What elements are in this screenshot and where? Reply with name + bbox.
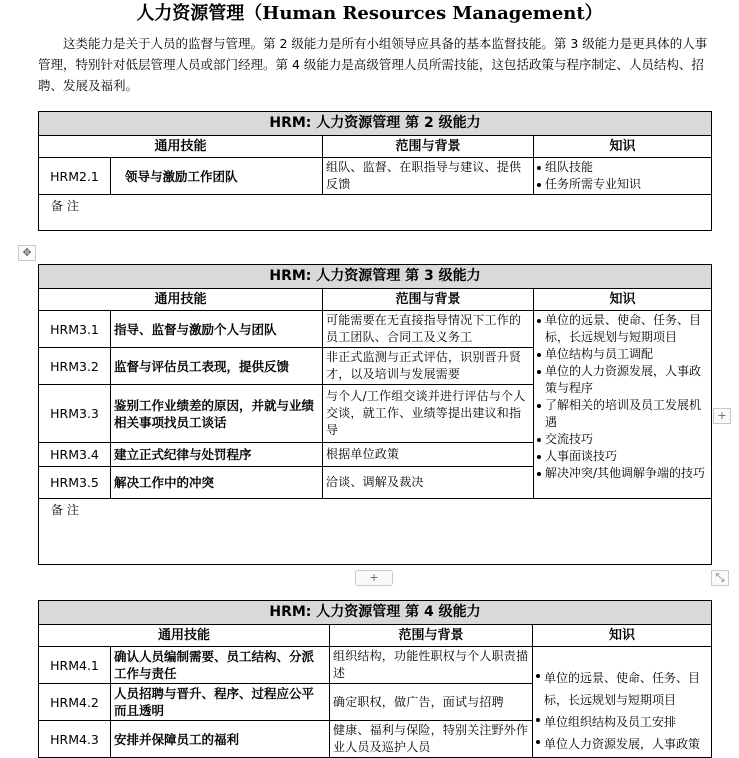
header-scope: 范围与背景	[323, 136, 534, 158]
knowledge-item: 人事面谈技巧	[537, 448, 708, 465]
competency-code: HRM3.2	[39, 348, 111, 385]
header-skill: 通用技能	[39, 289, 323, 311]
competency-skill: 人员招聘与晋升、程序、过程应公平而且透明	[111, 684, 330, 721]
competency-code: HRM3.1	[39, 311, 111, 348]
intro-paragraph: 这类能力是关于人员的监督与管理。第 2 级能力是所有小组领导应具备的基本监督技能。第 3 级能力是更具体的人事管理，特别针对低层管理人员或部门经理。第 4 级能力是高级管理人员所需技能，这包括政策与程序制定、人员结构、招聘、发展及福利。	[38, 36, 708, 93]
hrm-level4-table	[38, 600, 712, 758]
knowledge-item: 单位结构与员工调配	[537, 346, 708, 363]
competency-scope: 与个人/工作组交谈并进行评估与个人交谈，就工作、业绩等提出建议和指导	[323, 385, 534, 443]
document-title: 人力资源管理（Human Resources Management）	[136, 3, 603, 24]
hrm-level3-table	[38, 264, 712, 565]
knowledge-item: 单位人力资源发展，人事政策	[536, 733, 708, 755]
competency-code: HRM4.2	[39, 684, 111, 721]
competency-skill: 指导、监督与激励个人与团队	[111, 311, 323, 348]
competency-skill: 鉴别工作业绩差的原因，并就与业绩相关事项找员工谈话	[111, 385, 323, 443]
header-scope: 范围与背景	[330, 625, 533, 647]
header-skill: 通用技能	[39, 625, 330, 647]
competency-skill: 监督与评估员工表现，提供反馈	[111, 348, 323, 385]
competency-scope: 根据单位政策	[323, 443, 534, 467]
resize-icon[interactable]: ⤡	[711, 570, 729, 586]
knowledge-item: 交流技巧	[537, 431, 708, 448]
competency-code: HRM2.1	[39, 158, 111, 195]
competency-code: HRM4.1	[39, 647, 111, 684]
competency-scope: 非正式监测与正式评估，识别晋升贤才，以及培训与发展需要	[323, 348, 534, 385]
competency-skill: 确认人员编制需要、员工结构、分派工作与责任	[111, 647, 330, 684]
move-handle-icon[interactable]: ✥	[18, 245, 36, 261]
knowledge-item: 单位的远景、使命、任务、目标，长远规划与短期项目	[536, 667, 708, 711]
knowledge-item: 任务所需专业知识	[537, 176, 708, 193]
competency-scope: 可能需要在无直接指导情况下工作的员工团队、合同工及义务工	[323, 311, 534, 348]
remark-cell[interactable]: 备 注	[39, 195, 712, 231]
header-knowledge: 知识	[534, 136, 712, 158]
competency-skill: 安排并保障员工的福利	[111, 721, 330, 758]
competency-code: HRM3.3	[39, 385, 111, 443]
competency-skill: 领导与激励工作团队	[111, 158, 323, 195]
knowledge-item: 单位的远景、使命、任务、目标，长远规划与短期项目	[537, 312, 708, 346]
table-caption: HRM: 人力资源管理 第 3 级能力	[39, 265, 712, 289]
header-knowledge: 知识	[534, 289, 712, 311]
competency-code: HRM3.4	[39, 443, 111, 467]
header-scope: 范围与背景	[323, 289, 534, 311]
competency-scope: 确定职权，做广告，面试与招聘	[330, 684, 533, 721]
competency-code: HRM4.3	[39, 721, 111, 758]
competency-scope: 组队、监督、在职指导与建议、提供反馈	[323, 158, 534, 195]
competency-skill: 解决工作中的冲突	[111, 467, 323, 499]
knowledge-cell	[534, 311, 712, 499]
header-knowledge: 知识	[533, 625, 712, 647]
table-caption: HRM: 人力资源管理 第 4 级能力	[39, 601, 712, 625]
knowledge-item: 了解相关的培训及员工发展机遇	[537, 397, 708, 431]
knowledge-item: 解决冲突/其他调解争端的技巧	[537, 465, 708, 482]
knowledge-item: 单位的人力资源发展，人事政策与程序	[537, 363, 708, 397]
header-skill: 通用技能	[39, 136, 323, 158]
remark-cell[interactable]: 备 注	[39, 499, 712, 565]
knowledge-cell	[534, 158, 712, 195]
knowledge-item: 单位组织结构及员工安排	[536, 711, 708, 733]
competency-code: HRM3.5	[39, 467, 111, 499]
plus-icon[interactable]: +	[355, 570, 393, 586]
knowledge-cell	[533, 647, 712, 758]
hrm-level2-table	[38, 111, 712, 231]
table-caption: HRM: 人力资源管理 第 2 级能力	[39, 112, 712, 136]
competency-scope: 健康、福利与保险，特别关注野外作业人员及巡护人员	[330, 721, 533, 758]
plus-icon[interactable]: +	[713, 408, 731, 424]
competency-scope: 组织结构，功能性职权与个人职责描述	[330, 647, 533, 684]
competency-scope: 洽谈、调解及裁决	[323, 467, 534, 499]
competency-skill: 建立正式纪律与处罚程序	[111, 443, 323, 467]
knowledge-item: 组队技能	[537, 159, 708, 176]
